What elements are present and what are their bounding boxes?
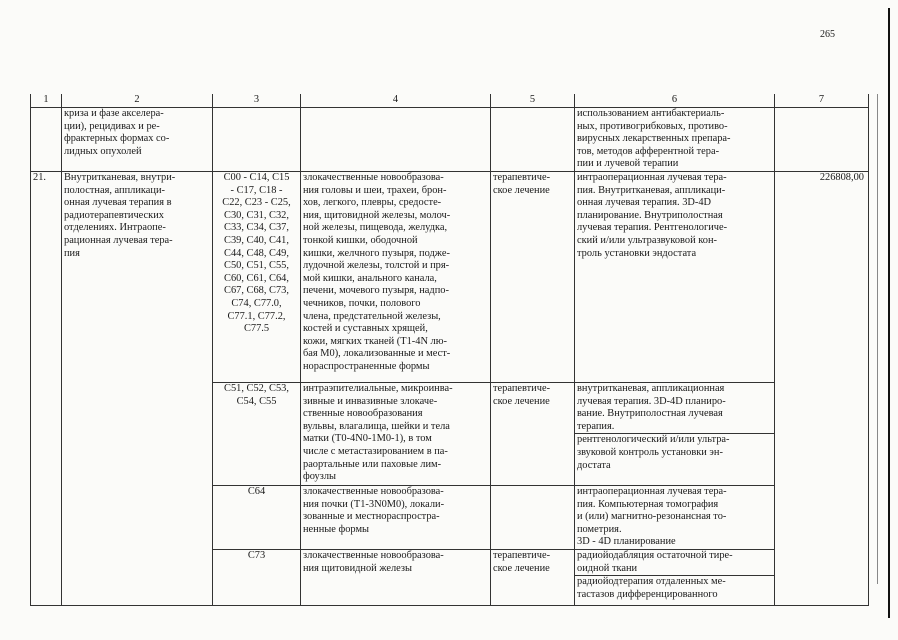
method: рентгенологический и/или ультра- звуковой контроль установки эн- достата — [577, 434, 730, 471]
method: внутритканевая, аппликационная лучевая терапия. 3D-4D планиро- вание. Внутриполостная лучевая терапия. — [577, 382, 726, 432]
patient-model: злокачественные новообразова- ния щитовидной железы — [303, 549, 444, 574]
method: интраоперационная лучевая тера- пия. Внутритканевая, аппликаци- онная лучевая терапия. 3D-4D планирование. Внутриполостная лучевая терапия. Рентгенологиче- ский и/или ультразвуковой кон- троль установки эндостата — [577, 171, 728, 259]
header-col-5: 5 — [491, 94, 575, 108]
patient-model: злокачественные новообразова- ния почки (T1-3N0M0), локали- зованные и местнораспростра- ненные формы — [303, 485, 445, 535]
method: радиойодтерапия отдаленных ме- тастазов дифференцированного — [577, 576, 726, 600]
header-col-2: 2 — [62, 94, 213, 108]
treatment-type: терапевтиче- ское лечение — [493, 549, 551, 574]
medical-care-table — [30, 94, 869, 606]
row-number: 21. — [31, 171, 62, 605]
patient-model: интраэпителиальные, микроинва- зивные и инвазивные злокаче- ственные новообразования вульвы, влагалища, шейки и тела матки (T0-4N0-1M0-1), в том числе с метастазированием в па- раортальные или паховые лим- фоузлы — [303, 382, 453, 483]
treatment-name: Внутритканевая, внутри- полостная, аппликаци- онная лучевая терапия в радиотерапевтических отделениях. Интраопе- рационная лучевая тера- пия — [64, 171, 176, 259]
treatment-type: терапевтиче- ское лечение — [493, 382, 551, 407]
icd-codes: C51, C52, C53, C54, C55 — [224, 382, 289, 407]
icd-codes: C64 — [247, 485, 266, 497]
table-row-21-a — [31, 171, 869, 382]
header-col-4: 4 — [301, 94, 491, 108]
icd-codes: C00 - C14, C15 - C17, C18 - C22, C23 - C25, C30, C31, C32, C33, C34, C37, C39, C40, C41, C44, C48, C49, C50, C51, C55, C60, C61, C64, C67, C68, C73, C74, C77.0, C77.1, C77.2, C77.5 — [222, 171, 291, 335]
treatment-type: терапевтиче- ское лечение — [493, 171, 551, 196]
method: радиойодабляция остаточной тире- оидной ткани — [577, 549, 733, 574]
method: интраоперационная лучевая тера- пия. Компьютерная томография и (или) магнитно-резонансная то- пометрия. 3D - 4D планирование — [577, 485, 727, 548]
scan-edge-line-secondary — [877, 94, 878, 584]
cont-method: использованием антибактериаль- ных, противогрибковых, противо- вирусных лекарственных препара- тов, методов афферентной тера- пии и лучевой терапии — [577, 108, 731, 170]
column-number-row — [31, 94, 869, 108]
header-col-7: 7 — [775, 94, 869, 108]
patient-model: злокачественные новообразова- ния головы и шеи, трахеи, брон- хов, легкого, плевры, средосте- ния, щитовидной железы, молоч- ной железы, пищевода, желудка, тонкой кишки, ободочной кишки, желчного пузыря, подже- лудочной железы, толстой и пря- мой кишки, анального канала, печени, мочевого пузыря, надпо- чечников, почки, полового члена, предстательной железы, костей и суставных хрящей, кожи, мягких тканей (T1-4N лю- бая M0), локализованные и мест- нораспространенные формы — [303, 171, 451, 372]
cont-treatment-name: криза и фазе акселера- ции), рецидивах и ре- фрактерных формах со- лидных опухолей — [64, 108, 170, 157]
header-col-1: 1 — [31, 94, 62, 108]
cost-value: 226808,00 — [775, 171, 869, 605]
scan-edge-line — [888, 8, 890, 618]
page-number: 265 — [820, 29, 835, 40]
icd-codes: C73 — [247, 549, 266, 561]
header-col-6: 6 — [575, 94, 775, 108]
header-col-3: 3 — [213, 94, 301, 108]
continuation-row — [31, 108, 869, 172]
